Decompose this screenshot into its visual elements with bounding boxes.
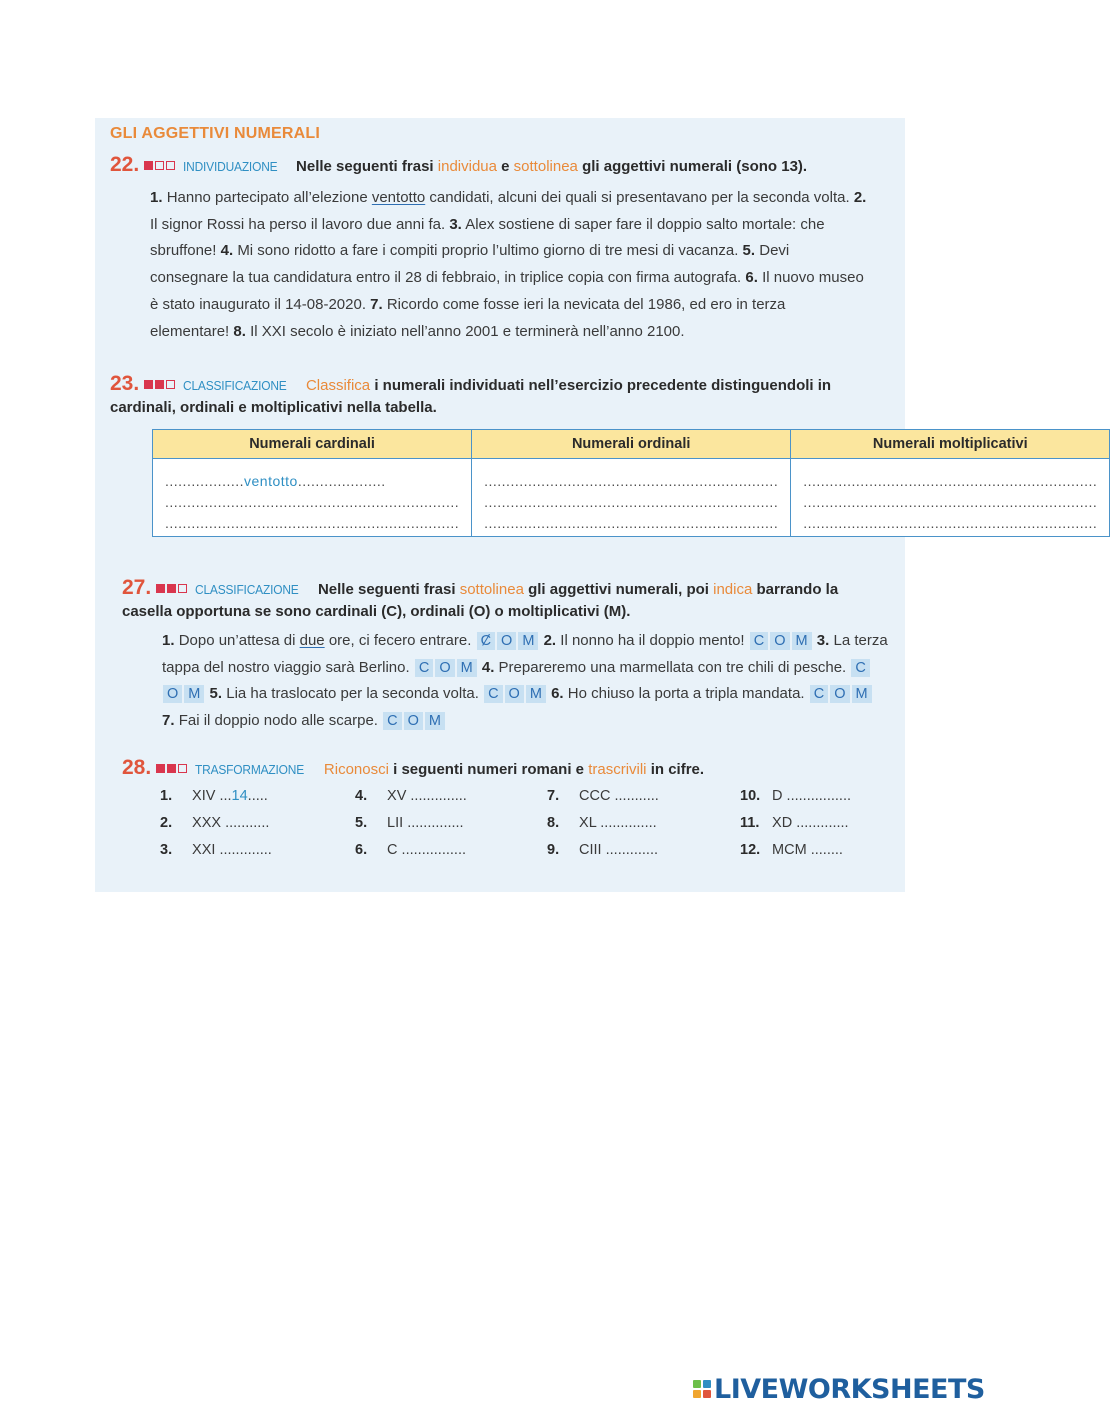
numerals-table (152, 429, 1110, 537)
exercise-22-sentences (150, 185, 868, 345)
roman-numeral: XV (387, 788, 407, 804)
instruction-verb: sottolinea (459, 581, 524, 598)
instruction-text: barrando la casella opportuna se sono cardinali (C), ordinali (O) o moltiplicativi (M). (122, 581, 839, 620)
column-header-ordinali: Numerali ordinali (472, 430, 791, 459)
choice-m[interactable]: M (852, 685, 872, 703)
sentence-number: 1. (150, 189, 163, 206)
section-title: GLI AGGETTIVI NUMERALI (110, 125, 321, 142)
choice-o[interactable]: O (404, 712, 423, 730)
item-number: 12. (740, 842, 761, 858)
sentence-text[interactable]: Lia ha traslocato per la seconda volta. (226, 685, 479, 703)
instruction-verb: individua (437, 158, 497, 175)
answer-line[interactable]: ................................................................... (165, 515, 460, 531)
item-number: 4. (355, 788, 368, 804)
answer-blank[interactable]: ................ (786, 788, 852, 804)
difficulty-icon (144, 155, 177, 177)
answer-line[interactable]: ................................................................... (803, 515, 1098, 531)
dots: ..... (247, 788, 268, 804)
answer-blank[interactable]: ........... (614, 788, 659, 804)
item-number: 2. (160, 815, 173, 831)
sentence-text: ore, ci fecero entrare. (328, 632, 472, 649)
sentence-number: 7. (162, 712, 175, 730)
dots: .................. (165, 473, 245, 489)
sentence-text[interactable]: Il XXI secolo è iniziato nell’anno 2001 e terminerà nell’anno 2100. (250, 322, 685, 340)
liveworksheets-logo[interactable] (693, 1374, 985, 1404)
roman-item[interactable] (160, 815, 269, 831)
item-number: 7. (547, 788, 560, 804)
instruction-text: i numerali individuati nell’esercizio precedente distinguendoli in cardinali, ordinali e moltiplicativi nella tabella. (110, 377, 832, 416)
choice-o[interactable]: O (830, 685, 849, 703)
choice-m[interactable]: M (457, 659, 477, 677)
sentence-text[interactable]: La terza tappa del nostro viaggio sarà Berlino. (162, 632, 888, 676)
roman-item[interactable] (160, 842, 272, 858)
instruction-text: e (501, 158, 510, 175)
instruction-verb: Riconosci (323, 761, 389, 778)
instruction-text: gli aggettivi numerali (sono 13). (582, 158, 808, 175)
item-number: 1. (160, 788, 173, 804)
item-number: 10. (740, 788, 761, 804)
choice-m[interactable]: M (792, 632, 812, 650)
ordinali-cell[interactable] (472, 459, 791, 537)
answer-line[interactable]: ................................................................... (484, 494, 779, 510)
choice-c-checked[interactable]: Ȼ (477, 632, 495, 650)
sentence-text: Hanno partecipato all’elezione (166, 189, 368, 206)
roman-item[interactable] (740, 815, 849, 831)
exercise-22-header (110, 154, 890, 178)
sentence-text[interactable]: Il nuovo museo è stato inaugurato il 14-08-2020. (150, 269, 864, 313)
item-number: 8. (547, 815, 560, 831)
choice-c[interactable]: C (810, 685, 828, 703)
item-number: 3. (160, 842, 173, 858)
dots: ... (219, 788, 232, 804)
cardinali-cell[interactable] (153, 459, 472, 537)
choice-m[interactable]: M (526, 685, 546, 703)
roman-numeral: LII (387, 815, 404, 831)
answer-line[interactable]: ................................................................... (484, 473, 779, 489)
roman-item[interactable] (740, 788, 851, 804)
exercise-type: CLASSIFICAZIONE (183, 378, 287, 393)
difficulty-icon (156, 758, 189, 780)
roman-numeral: D (772, 788, 783, 804)
sentence-text[interactable]: Ricordo come fosse ieri la nevicata del 1986, ed ero in terza elementare! (150, 295, 786, 340)
exercise-number: 22. (110, 153, 140, 176)
roman-item[interactable] (547, 842, 658, 858)
answer-line[interactable] (165, 473, 459, 494)
exercise-number: 23. (110, 372, 140, 395)
choice-c[interactable]: C (484, 685, 502, 703)
answer-blank[interactable]: ........ (810, 842, 843, 858)
exercise-28-header (122, 757, 892, 781)
sentence-text[interactable]: Mi sono ridotto a fare i compiti proprio l’ultimo giorno di tre mesi di vacanza. (237, 242, 739, 260)
instruction-verb: trascrivili (588, 761, 647, 778)
roman-item[interactable] (160, 788, 268, 804)
exercise-type: INDIVIDUAZIONE (183, 159, 278, 174)
roman-numeral: C (387, 842, 398, 858)
sentence-number: 8. (233, 322, 246, 340)
sentence-text[interactable]: Il signor Rossi ha perso il lavoro due anni fa. (150, 215, 446, 233)
instruction-verb: Classifica (305, 377, 371, 394)
sentence-number: 1. (162, 632, 175, 649)
roman-numeral: CIII (579, 842, 602, 858)
choice-m[interactable]: M (518, 632, 538, 650)
roman-numeral: XXI (192, 842, 216, 858)
table-row (153, 459, 1110, 537)
roman-item[interactable] (355, 842, 466, 858)
roman-item[interactable] (547, 815, 657, 831)
difficulty-icon (156, 578, 189, 600)
sentence-number: 5. (742, 242, 756, 260)
answer-blank[interactable]: ............. (219, 842, 272, 858)
answer-blank[interactable]: ................ (401, 842, 467, 858)
choice-c[interactable]: C (851, 659, 869, 677)
answer-line[interactable]: ................................................................... (165, 494, 460, 510)
choice-c[interactable]: C (415, 659, 433, 677)
roman-numeral: CCC (579, 788, 611, 804)
sentence-number: 6. (745, 269, 758, 287)
roman-item[interactable] (355, 815, 464, 831)
exercise-type: TRASFORMAZIONE (195, 762, 305, 777)
sentence-number: 3. (816, 632, 830, 649)
exercise-type: CLASSIFICAZIONE (195, 582, 299, 597)
answer-line[interactable]: ................................................................... (803, 473, 1098, 489)
roman-row (160, 788, 880, 815)
moltiplicativi-cell[interactable] (791, 459, 1110, 537)
roman-numerals-grid (160, 788, 880, 869)
answer-blank[interactable]: ............. (796, 815, 849, 831)
choice-o[interactable]: O (505, 685, 524, 703)
exercise-27-header (122, 577, 892, 623)
choice-o[interactable]: O (435, 659, 454, 677)
choice-o[interactable]: O (497, 632, 516, 650)
instruction-verb: indica (713, 581, 753, 598)
instruction-text: i seguenti numeri romani e (393, 761, 585, 778)
choice-m[interactable]: M (184, 685, 204, 703)
answer-blank[interactable]: .............. (407, 815, 464, 831)
underlined-numeral[interactable]: due (299, 632, 325, 649)
sentence-number: 6. (551, 685, 564, 703)
roman-numeral: XXX (192, 815, 222, 831)
choice-c[interactable]: C (750, 632, 768, 650)
choice-c[interactable]: C (383, 712, 401, 730)
sentence-number: 5. (209, 685, 223, 703)
logo-icon (693, 1380, 711, 1398)
difficulty-icon (144, 374, 177, 396)
roman-numeral: XL (579, 815, 597, 831)
answer-line[interactable]: ................................................................... (484, 515, 779, 531)
instruction-text: Nelle seguenti frasi (317, 581, 456, 598)
sentence-number: 3. (449, 215, 462, 233)
exercise-number: 27. (122, 576, 152, 599)
sentence-text[interactable]: Fai il doppio nodo alle scarpe. (178, 712, 378, 730)
roman-item[interactable] (355, 788, 467, 804)
sentence-text[interactable]: Ho chiuso la porta a tripla mandata. (567, 685, 805, 703)
filled-answer[interactable]: ventotto (244, 473, 298, 489)
roman-item[interactable] (740, 842, 843, 858)
roman-row (160, 815, 880, 842)
sentence-text[interactable]: Devi consegnare la tua candidatura entro il 28 di febbraio, in triplice copia con firma autografa. (150, 242, 790, 287)
answer-line[interactable]: ................................................................... (803, 494, 1098, 510)
sentence-number: 4. (481, 658, 495, 676)
filled-answer[interactable]: 14 (231, 788, 248, 804)
choice-m[interactable]: M (425, 712, 445, 730)
item-number: 11. (740, 815, 760, 831)
instruction-verb: sottolinea (513, 158, 578, 175)
roman-numeral: XIV (192, 788, 216, 804)
exercise-23-header (110, 373, 880, 419)
choice-o[interactable]: O (770, 632, 789, 650)
brand-name: LIVEWORKSHEETS (714, 1373, 985, 1405)
instruction-text: in cifre. (650, 761, 705, 778)
column-header-moltiplicativi: Numerali moltiplicativi (791, 430, 1110, 459)
choice-o[interactable]: O (163, 685, 182, 703)
sentence-text[interactable]: Prepareremo una marmellata con tre chili di pesche. (498, 658, 847, 676)
sentence-text: candidati, alcuni dei quali si presentavano per la seconda volta. (429, 189, 850, 206)
sentence-number: 2. (853, 189, 867, 206)
answer-blank[interactable]: .............. (410, 788, 467, 804)
sentence-text[interactable]: Il nonno ha il doppio mento! (560, 632, 745, 649)
dots: .................... (297, 473, 386, 489)
instruction-text: Nelle seguenti frasi (296, 158, 434, 175)
roman-numeral: MCM (772, 842, 807, 858)
answer-blank[interactable]: ............. (605, 842, 658, 858)
roman-row (160, 842, 880, 869)
instruction-text: gli aggettivi numerali, poi (528, 581, 709, 598)
answer-blank[interactable]: ........... (225, 815, 270, 831)
exercise-27-sentences (162, 628, 888, 735)
sentence-number: 2. (543, 632, 557, 649)
table-header-row (153, 430, 1110, 459)
item-number: 5. (355, 815, 368, 831)
sentence-text[interactable]: Alex sostiene di saper fare il doppio salto mortale: che sbruffone! (150, 215, 825, 260)
sentence-text: Dopo un’attesa di (178, 632, 296, 649)
exercise-number: 28. (122, 756, 152, 779)
item-number: 9. (547, 842, 560, 858)
roman-item[interactable] (547, 788, 659, 804)
roman-numeral: XD (772, 815, 793, 831)
sentence-number: 4. (220, 242, 234, 260)
sentence-number: 7. (370, 295, 383, 313)
answer-blank[interactable]: .............. (600, 815, 657, 831)
item-number: 6. (355, 842, 368, 858)
column-header-cardinali: Numerali cardinali (153, 430, 472, 459)
underlined-numeral[interactable]: ventotto (371, 189, 426, 206)
